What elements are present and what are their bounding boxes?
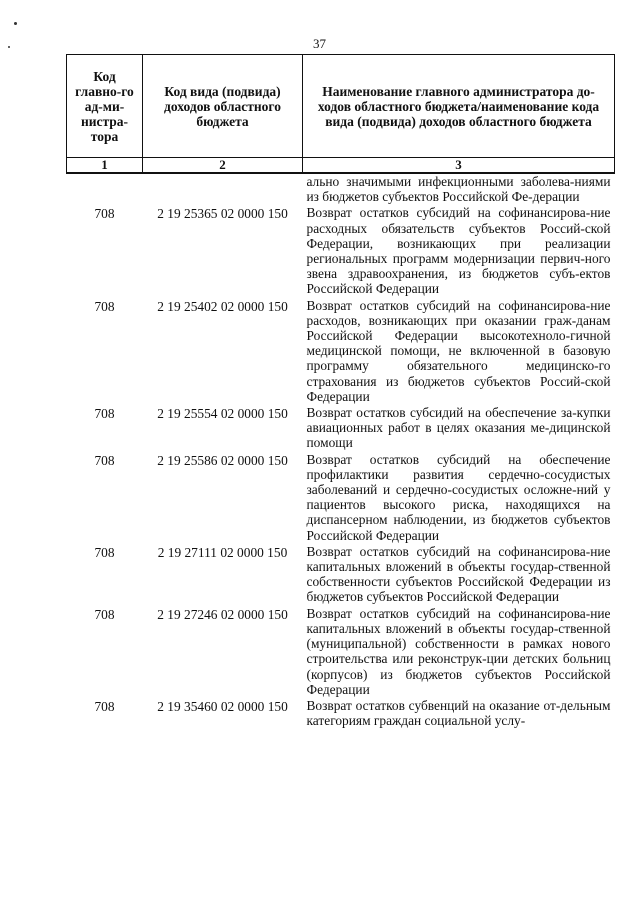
column-number-3: 3	[303, 158, 615, 174]
continued-name: ально значимыми инфекционными заболева-ниями из бюджетов субъектов Российской Фе-дерации	[306, 174, 611, 205]
table-row	[67, 405, 615, 452]
revenue-code: 2 19 27111 02 0000 150	[157, 544, 288, 560]
revenue-code: 2 19 25554 02 0000 150	[157, 406, 288, 422]
revenue-name: Возврат остатков субсидий на софинансирова-ние капитальных вложений в объекты государ-ственной собственности субъектов Российской Федерации из бюджетов субъектов Российской Федерации	[306, 543, 611, 605]
scan-speck	[14, 22, 17, 25]
admin-code: 708	[94, 452, 115, 468]
admin-code: 708	[94, 206, 115, 222]
table-row	[67, 205, 615, 297]
revenue-code: 2 19 27246 02 0000 150	[157, 606, 288, 622]
revenue-code: 2 19 35460 02 0000 150	[157, 698, 288, 714]
table-row	[67, 452, 615, 544]
admin-code: 708	[94, 298, 115, 314]
column-number-2: 2	[143, 158, 303, 174]
table-row-continuation	[67, 173, 615, 205]
table-row	[67, 544, 615, 606]
header-admin-code: Код главно-го ад-ми-нистра-тора	[67, 55, 143, 158]
table-row	[67, 606, 615, 698]
revenue-name: Возврат остатков субсидий на обеспечение профилактики развития сердечно-сосудистых заболеваний и сердечно-сосудистых осложне-ний у пациентов высокого риска, находящихся на диспансерном наблюдении, из бюджетов субъектов Российской Федерации	[306, 451, 611, 543]
admin-code: 708	[94, 606, 115, 622]
table-row	[67, 298, 615, 405]
admin-code: 708	[94, 406, 115, 422]
header-name: Наименование главного администратора до-ходов областного бюджета/наименование кода вида (подвида) доходов областного бюджета	[303, 55, 615, 158]
column-number-1: 1	[67, 158, 143, 174]
table-column-numbers	[67, 158, 615, 174]
admin-code: 708	[94, 698, 115, 714]
table-row	[67, 698, 615, 729]
header-revenue-code: Код вида (подвида) доходов областного бюджета	[143, 55, 303, 158]
admin-code: 708	[94, 544, 115, 560]
page-number: 37	[313, 36, 326, 51]
revenue-name: Возврат остатков субсидий на софинансирова-ние расходов, возникающих при оказании граж-данам Российской Федерации высокотехноло-гичной медицинской помощи, не включенной в базовую программу обязательного медицинско-го страхования из бюджетов субъектов Россий-ской Федерации	[306, 297, 611, 404]
revenue-name: Возврат остатков субсидий на софинансирова-ние капитальных вложений в объекты государ-ственной (муниципальной) собственности в рамках нового строительства или реконструк-ции детских больниц (корпусов) из бюджетов субъектов Российской Федерации	[306, 605, 611, 697]
revenue-code: 2 19 25586 02 0000 150	[157, 452, 288, 468]
revenue-name: Возврат остатков субвенций на оказание от-дельным категориям граждан социальной услу-	[306, 697, 611, 729]
table-header-row	[67, 55, 615, 158]
revenue-name: Возврат остатков субсидий на софинансирова-ние расходных обязательств субъектов Россий-ской Федерации, возникающих при реализации региональных программ модернизации первич-ного звена здравоохранения, из бюджетов субъ-ектов Российской Федерации	[306, 205, 611, 297]
revenue-code: 2 19 25402 02 0000 150	[157, 298, 288, 314]
revenue-code: 2 19 25365 02 0000 150	[157, 206, 288, 222]
revenue-codes-table	[66, 54, 615, 729]
revenue-name: Возврат остатков субсидий на обеспечение за-купки авиационных работ в целях оказания ме-дицинской помощи	[306, 405, 611, 451]
